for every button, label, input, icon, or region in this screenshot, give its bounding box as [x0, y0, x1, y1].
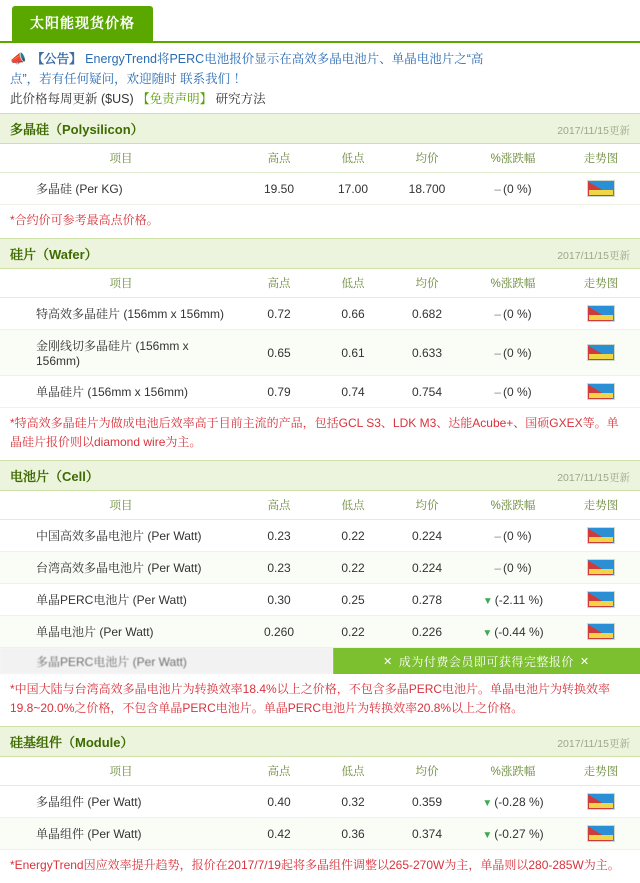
table-row — [0, 298, 640, 330]
cell-change — [464, 330, 562, 376]
col-high: 高点 — [242, 491, 316, 520]
announcement — [0, 43, 640, 113]
cell-item: 单晶PERC电池片 (Per Watt) — [0, 584, 242, 616]
flat-dash-icon: – — [494, 528, 501, 543]
cell-low: 0.36 — [316, 818, 390, 850]
section-header — [0, 113, 640, 144]
section-header — [0, 726, 640, 757]
section-update-date: 2017/11/15更新 — [557, 250, 630, 262]
cell-chart — [562, 376, 640, 408]
spark-chart-icon[interactable] — [587, 559, 615, 576]
megaphone-icon: 📣 — [10, 51, 27, 66]
cell-high: 0.72 — [242, 298, 316, 330]
cell-change-value: (0 %) — [503, 181, 532, 196]
table-row — [0, 552, 640, 584]
col-chart: 走势图 — [562, 144, 640, 173]
cell-chart — [562, 552, 640, 584]
section-title: 硅片（Wafer） — [10, 247, 98, 262]
cell-low: 0.22 — [316, 520, 390, 552]
col-low: 低点 — [316, 757, 390, 786]
cell-avg: 0.226 — [390, 616, 464, 648]
contact-us-link[interactable]: 联系我们 — [180, 72, 231, 86]
cell-chart — [562, 520, 640, 552]
cell-avg: 0.754 — [390, 376, 464, 408]
section-header — [0, 460, 640, 491]
col-high: 高点 — [242, 757, 316, 786]
section-title: 电池片（Cell） — [10, 469, 99, 484]
col-item: 项目 — [0, 757, 242, 786]
price-table — [0, 144, 640, 205]
col-avg: 均价 — [390, 269, 464, 298]
cell-change-value: (0 %) — [503, 560, 532, 575]
cell-high: 0.23 — [242, 520, 316, 552]
col-high: 高点 — [242, 269, 316, 298]
section-note: *中国大陆与台湾高效多晶电池片为转换效率18.4%以上之价格，不包含多晶PERC电池片。单晶电池片为转换效率19.8~20.0%之价格，不包含单晶PERC电池片。单晶PERC电池片为转换效率20.8%以上之价格。 — [10, 682, 611, 715]
announcement-line-2-b: ！ — [233, 72, 247, 86]
section-header — [0, 238, 640, 269]
section-note: *合约价可参考最高点价格。 — [10, 213, 159, 227]
spark-chart-icon[interactable] — [587, 383, 615, 400]
cell-low: 0.61 — [316, 330, 390, 376]
cell-chart — [562, 786, 640, 818]
table-row — [0, 330, 640, 376]
table-row — [0, 584, 640, 616]
cell-chart — [562, 173, 640, 205]
spark-chart-icon[interactable] — [587, 591, 615, 608]
cell-avg: 0.682 — [390, 298, 464, 330]
cell-change — [464, 818, 562, 850]
section-update-date: 2017/11/15更新 — [557, 738, 630, 750]
section-title: 硅基组件（Module） — [10, 735, 134, 750]
cell-change-value: (0 %) — [503, 384, 532, 399]
cell-avg: 0.633 — [390, 330, 464, 376]
announcement-line-3-b: 研究方法 — [215, 92, 266, 106]
cell-item: 单晶电池片 (Per Watt) — [0, 616, 242, 648]
spark-chart-icon[interactable] — [587, 305, 615, 322]
cell-high: 0.42 — [242, 818, 316, 850]
cell-change — [464, 616, 562, 648]
cell-avg: 0.278 — [390, 584, 464, 616]
table-header-row — [0, 757, 640, 786]
table-row — [0, 376, 640, 408]
price-table — [0, 757, 640, 850]
spark-chart-icon[interactable] — [587, 527, 615, 544]
announcement-bracket-label: 【公告】 — [31, 52, 82, 66]
spark-chart-icon[interactable] — [587, 623, 615, 640]
cell-chart — [562, 818, 640, 850]
cell-high: 0.40 — [242, 786, 316, 818]
section-update-date: 2017/11/15更新 — [557, 472, 630, 484]
flat-dash-icon: – — [494, 345, 501, 360]
triangle-down-icon: ▼ — [482, 829, 493, 841]
cell-low: 0.25 — [316, 584, 390, 616]
cell-change — [464, 552, 562, 584]
cell-item: 台湾高效多晶电池片 (Per Watt) — [0, 552, 242, 584]
table-header-row — [0, 491, 640, 520]
triangle-down-icon: ▼ — [482, 595, 493, 607]
col-chart: 走势图 — [562, 491, 640, 520]
col-item: 项目 — [0, 491, 242, 520]
cell-change-value: (0 %) — [503, 306, 532, 321]
cell-low: 17.00 — [316, 173, 390, 205]
cell-change-value: (0 %) — [503, 528, 532, 543]
cell-item: 中国高效多晶电池片 (Per Watt) — [0, 520, 242, 552]
table-row — [0, 616, 640, 648]
locked-row — [0, 648, 640, 674]
cell-low: 0.32 — [316, 786, 390, 818]
section-update-date: 2017/11/15更新 — [557, 125, 630, 137]
col-item: 项目 — [0, 144, 242, 173]
cell-avg: 18.700 — [390, 173, 464, 205]
cell-high: 0.260 — [242, 616, 316, 648]
table-row — [0, 818, 640, 850]
col-avg: 均价 — [390, 144, 464, 173]
col-chart: 走势图 — [562, 269, 640, 298]
cell-chart — [562, 584, 640, 616]
cell-change — [464, 298, 562, 330]
disclaimer-link[interactable]: 【免责声明】 — [137, 92, 213, 106]
cell-high: 0.30 — [242, 584, 316, 616]
cell-high: 0.23 — [242, 552, 316, 584]
page-title-tab — [0, 0, 640, 41]
cell-change-value: (0 %) — [503, 345, 532, 360]
flat-dash-icon: – — [494, 306, 501, 321]
cell-high: 0.79 — [242, 376, 316, 408]
price-table — [0, 269, 640, 408]
cell-chart — [562, 616, 640, 648]
table-header-row — [0, 269, 640, 298]
cell-avg: 0.224 — [390, 520, 464, 552]
triangle-down-icon: ▼ — [482, 797, 493, 809]
cell-avg: 0.359 — [390, 786, 464, 818]
cell-item: 单晶组件 (Per Watt) — [0, 818, 242, 850]
cell-high: 0.65 — [242, 330, 316, 376]
flat-dash-icon: – — [494, 384, 501, 399]
col-low: 低点 — [316, 491, 390, 520]
close-icon: ✕ — [383, 655, 393, 668]
col-change: %涨跌幅 — [464, 269, 562, 298]
cell-avg: 0.224 — [390, 552, 464, 584]
close-icon: ✕ — [579, 655, 590, 668]
cell-item: 金刚线切多晶硅片 (156mm x 156mm) — [0, 330, 242, 376]
col-avg: 均价 — [390, 757, 464, 786]
cell-change — [464, 376, 562, 408]
announcement-line-3-a: 此价格每周更新 ($US) — [10, 92, 134, 106]
cell-change-value: (-2.11 %) — [494, 592, 544, 607]
cell-item: 特高效多晶硅片 (156mm x 156mm) — [0, 298, 242, 330]
cell-change-value: (-0.27 %) — [494, 826, 544, 841]
spark-chart-icon[interactable] — [587, 825, 615, 842]
section-wafer — [0, 238, 640, 460]
cell-avg: 0.374 — [390, 818, 464, 850]
cell-change — [464, 520, 562, 552]
locked-row-item: 多晶PERC电池片 (Per Watt) — [0, 648, 333, 674]
section-title: 多晶硅（Polysilicon） — [10, 122, 144, 137]
flat-dash-icon: – — [494, 181, 501, 196]
col-change: %涨跌幅 — [464, 491, 562, 520]
membership-cta-label: 成为付费会员即可获得完整报价 — [398, 654, 574, 669]
spark-chart-icon[interactable] — [587, 793, 615, 810]
spark-chart-icon[interactable] — [587, 344, 615, 361]
table-row — [0, 173, 640, 205]
triangle-down-icon: ▼ — [482, 627, 493, 639]
col-low: 低点 — [316, 269, 390, 298]
col-low: 低点 — [316, 144, 390, 173]
cell-chart — [562, 330, 640, 376]
cell-item: 单晶硅片 (156mm x 156mm) — [0, 376, 242, 408]
section-note: *特高效多晶硅片为做成电池后效率高于目前主流的产品，包括GCL S3、LDK M3、达能Acube+、国硕GXEX等。单晶硅片报价则以diamond wire为主。 — [10, 416, 619, 449]
col-change: %涨跌幅 — [464, 144, 562, 173]
cell-low: 0.22 — [316, 616, 390, 648]
cell-low: 0.22 — [316, 552, 390, 584]
cell-change-value: (-0.44 %) — [494, 624, 544, 639]
cell-chart — [562, 298, 640, 330]
col-item: 项目 — [0, 269, 242, 298]
cell-item: 多晶组件 (Per Watt) — [0, 786, 242, 818]
membership-cta-button[interactable] — [333, 648, 640, 674]
section-note: *EnergyTrend因应效率提升趋势，报价在2017/7/19起将多晶组件调整以265-270W为主，单晶则以280-285W为主。 — [10, 858, 620, 872]
cell-low: 0.74 — [316, 376, 390, 408]
section-module — [0, 726, 640, 883]
col-avg: 均价 — [390, 491, 464, 520]
announcement-line-1: EnergyTrend将PERC电池报价显示在高效多晶电池片、单晶电池片之“高 — [85, 52, 484, 66]
cell-change — [464, 584, 562, 616]
cell-change — [464, 173, 562, 205]
price-table — [0, 491, 640, 648]
cell-change-value: (-0.28 %) — [494, 794, 544, 809]
section-cell — [0, 460, 640, 726]
flat-dash-icon: – — [494, 560, 501, 575]
col-change: %涨跌幅 — [464, 757, 562, 786]
cell-low: 0.66 — [316, 298, 390, 330]
cell-item: 多晶硅 (Per KG) — [0, 173, 242, 205]
table-row — [0, 786, 640, 818]
announcement-line-2-a: 点”，若有任何疑问，欢迎随时 — [10, 72, 177, 86]
cell-high: 19.50 — [242, 173, 316, 205]
col-chart: 走势图 — [562, 757, 640, 786]
spark-chart-icon[interactable] — [587, 180, 615, 197]
page-title: 太阳能现货价格 — [12, 6, 153, 41]
table-header-row — [0, 144, 640, 173]
cell-change — [464, 786, 562, 818]
table-row — [0, 520, 640, 552]
section-polysilicon — [0, 113, 640, 238]
col-high: 高点 — [242, 144, 316, 173]
